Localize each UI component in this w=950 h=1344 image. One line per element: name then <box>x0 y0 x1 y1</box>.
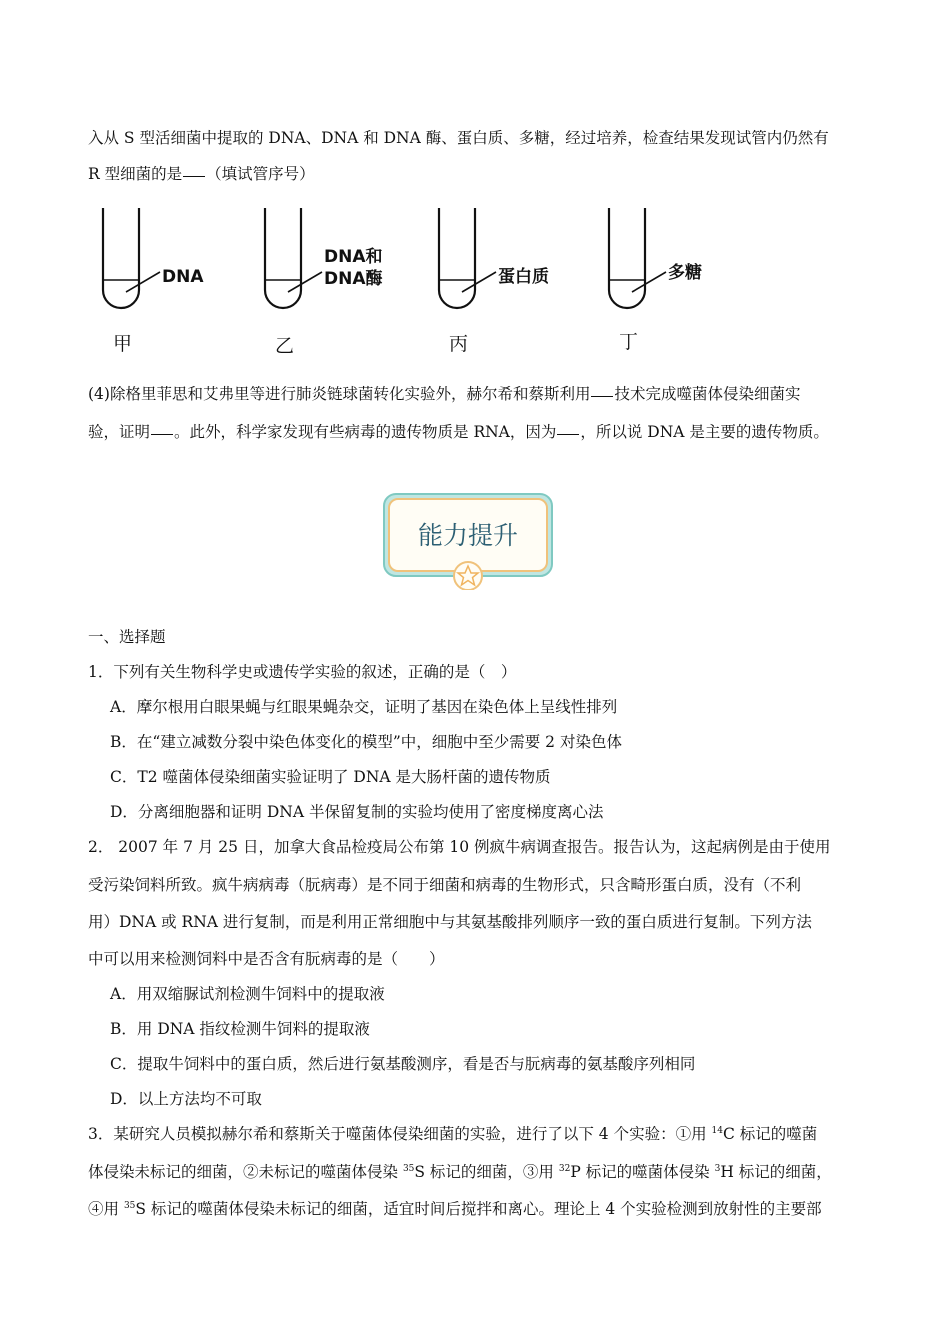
answer-blank <box>151 433 173 435</box>
q4-line-2 <box>88 421 829 443</box>
section-badge <box>382 492 554 590</box>
q2-stem-line: 中可以用来检测饲料中是否含有朊病毒的是（ ） <box>88 950 445 968</box>
q2-stem-line: 受污染饲料所致。疯牛病病毒（朊病毒）是不同于细菌和病毒的生物形式，只含畸形蛋白质，没有（不利 <box>88 876 802 894</box>
tube-name-label: 甲 <box>113 333 133 355</box>
isotope-mass: 35 <box>123 1201 136 1211</box>
q2-option-c: C．提取牛饲料中的蛋白质，然后进行氨基酸测序，看是否与朊病毒的氨基酸序列相同 <box>110 1055 696 1073</box>
isotope-mass: 14 <box>711 1126 723 1136</box>
q1-option-a: A．摩尔根用白眼果蝇与红眼果蝇杂交，证明了基因在染色体上呈线性排列 <box>110 698 618 716</box>
intro-hint: （填试管序号） <box>206 165 315 183</box>
answer-blank <box>591 395 613 397</box>
tube-content-label: 多糖 <box>668 263 702 283</box>
q4-text: 验，证明 <box>88 423 151 441</box>
tube-yi <box>265 208 383 357</box>
q4-line-1 <box>88 383 800 405</box>
intro-text: R 型细菌的是 <box>88 165 183 183</box>
q1-stem: 1．下列有关生物科学史或遗传学实验的叙述，正确的是（ ） <box>88 663 517 681</box>
tube-bing <box>439 208 549 355</box>
q4-text: 。此外，科学家发现有些病毒的遗传物质是 RNA，因为 <box>174 423 557 441</box>
q3-text: H 标记的细菌， <box>720 1163 832 1181</box>
q3-text: 体侵染未标记的细菌，②未标记的噬菌体侵染 <box>88 1163 403 1181</box>
q4-text: ，所以说 DNA 是主要的遗传物质。 <box>580 423 829 441</box>
badge-title: 能力提升 <box>417 521 519 550</box>
test-tubes-svg <box>88 200 768 365</box>
q4-text: 技术完成噬菌体侵染细菌实 <box>614 385 801 403</box>
q2-option-d: D．以上方法均不可取 <box>110 1090 262 1108</box>
q3-text: P 标记的噬菌体侵染 <box>570 1163 715 1181</box>
tube-content-label: 蛋白质 <box>498 267 549 287</box>
section-heading: 一、选择题 <box>88 628 166 646</box>
tube-content-label: DNA <box>162 267 204 287</box>
q3-stem-line-3 <box>88 1198 822 1220</box>
q3-text: C 标记的噬菌 <box>722 1125 818 1143</box>
isotope-mass: 32 <box>558 1164 571 1174</box>
isotope-mass: 35 <box>402 1164 415 1174</box>
q2-stem-line: 用）DNA 或 RNA 进行复制，而是利用正常细胞中与其氨基酸排列顺序一致的蛋白质进行复制。下列方法 <box>88 913 812 931</box>
badge-svg <box>382 492 554 590</box>
q3-text: ④用 <box>88 1200 124 1218</box>
tube-name-label: 乙 <box>275 335 295 357</box>
q4-text: (4)除格里菲思和艾弗里等进行肺炎链球菌转化实验外，赫尔希和蔡斯利用 <box>88 385 591 403</box>
q1-option-b: B．在“建立减数分裂中染色体变化的模型”中，细胞中至少需要 2 对染色体 <box>110 733 622 751</box>
tube-content-label: DNA和 <box>324 247 383 267</box>
q2-stem-line: 2． 2007 年 7 月 25 日，加拿大食品检疫局公布第 10 例疯牛病调查报告。报告认为，这起病例是由于使用 <box>88 838 831 856</box>
q3-text: S 标记的细菌，③用 <box>414 1163 559 1181</box>
isotope-mass: 3 <box>714 1164 721 1174</box>
tube-name-label: 丙 <box>449 333 469 355</box>
tube-jia <box>103 208 204 355</box>
q2-option-b: B．用 DNA 指纹检测牛饲料的提取液 <box>110 1020 370 1038</box>
q1-option-c: C．T2 噬菌体侵染细菌实验证明了 DNA 是大肠杆菌的遗传物质 <box>110 768 551 786</box>
q1-option-d: D．分离细胞器和证明 DNA 半保留复制的实验均使用了密度梯度离心法 <box>110 803 604 821</box>
q3-stem-line-2 <box>88 1161 832 1183</box>
q2-option-a: A．用双缩脲试剂检测牛饲料中的提取液 <box>110 985 385 1003</box>
q3-text: S 标记的噬菌体侵染未标记的细菌，适宜时间后搅拌和离心。理论上 4 个实验检测到放射性的主要部 <box>135 1200 822 1218</box>
intro-line-1: 入从 S 型活细菌中提取的 DNA、DNA 和 DNA 酶、蛋白质、多糖，经过培养，检查结果发现试管内仍然有 <box>88 129 829 147</box>
answer-blank <box>557 433 579 435</box>
tube-content-label: DNA酶 <box>324 269 383 289</box>
intro-line-2 <box>88 163 315 185</box>
answer-blank <box>183 175 205 177</box>
test-tubes-figure <box>88 200 768 365</box>
tube-name-label: 丁 <box>619 331 639 353</box>
tube-ding <box>609 208 702 353</box>
q3-text: 3．某研究人员模拟赫尔希和蔡斯关于噬菌体侵染细菌的实验，进行了以下 4 个实验：①用 <box>88 1125 712 1143</box>
q3-stem-line-1 <box>88 1123 817 1145</box>
